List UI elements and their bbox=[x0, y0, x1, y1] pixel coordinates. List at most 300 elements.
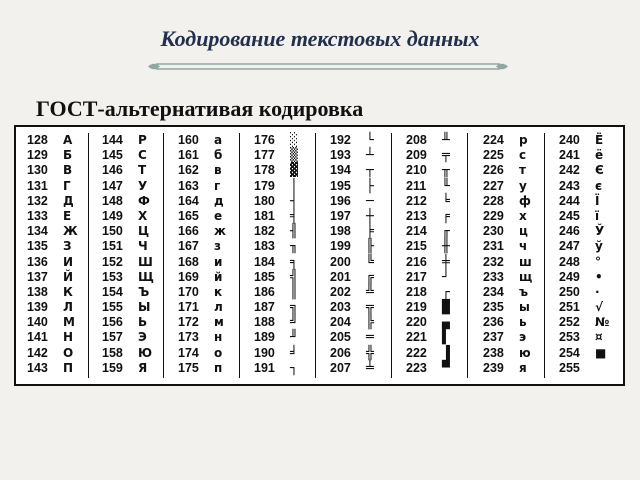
code-row bbox=[243, 209, 315, 224]
code-character: ╦ bbox=[366, 300, 374, 316]
code-row bbox=[243, 239, 315, 254]
code-row bbox=[91, 255, 163, 270]
code-row bbox=[167, 179, 239, 194]
code-number: 228 bbox=[483, 193, 504, 208]
code-number: 160 bbox=[178, 133, 199, 147]
code-row bbox=[548, 361, 620, 376]
code-number: 157 bbox=[102, 330, 123, 345]
code-character: Х bbox=[138, 208, 148, 223]
code-character: ╟ bbox=[366, 239, 374, 255]
code-number: 235 bbox=[483, 300, 504, 315]
title-divider bbox=[146, 60, 510, 74]
code-row bbox=[167, 148, 239, 163]
code-number: 239 bbox=[483, 360, 504, 375]
code-number: 201 bbox=[330, 269, 351, 284]
code-number: 238 bbox=[483, 345, 504, 360]
code-number: 230 bbox=[483, 224, 504, 239]
code-row bbox=[395, 163, 467, 178]
code-row bbox=[243, 133, 315, 148]
code-character: • bbox=[595, 269, 603, 284]
code-number: 204 bbox=[330, 315, 351, 330]
code-row bbox=[472, 315, 544, 330]
code-row bbox=[91, 194, 163, 209]
code-character: ▀ bbox=[442, 360, 450, 376]
code-number: 147 bbox=[102, 178, 123, 193]
code-character: Т bbox=[138, 163, 147, 178]
code-character: К bbox=[63, 284, 73, 299]
code-row bbox=[472, 346, 544, 361]
code-number: 174 bbox=[178, 345, 199, 360]
code-number: 167 bbox=[178, 239, 199, 254]
code-row bbox=[472, 224, 544, 239]
code-character: Є bbox=[595, 163, 604, 178]
code-character: А bbox=[63, 133, 73, 147]
code-row bbox=[167, 346, 239, 361]
code-row bbox=[548, 148, 620, 163]
code-number: 218 bbox=[406, 284, 427, 299]
code-number: 134 bbox=[27, 224, 48, 239]
code-number: 131 bbox=[27, 178, 48, 193]
code-character: ─ bbox=[366, 193, 374, 209]
code-character: Ї bbox=[595, 193, 600, 208]
code-row bbox=[91, 330, 163, 345]
code-row bbox=[91, 300, 163, 315]
code-character: ╛ bbox=[290, 345, 298, 361]
code-row bbox=[16, 300, 88, 315]
code-character: ╫ bbox=[442, 239, 450, 255]
code-row bbox=[472, 133, 544, 148]
code-row bbox=[91, 346, 163, 361]
code-number: 220 bbox=[406, 315, 427, 330]
code-number: 219 bbox=[406, 300, 427, 315]
code-number: 184 bbox=[254, 254, 275, 269]
code-row bbox=[16, 285, 88, 300]
code-character: ╙ bbox=[442, 178, 450, 194]
code-row bbox=[395, 346, 467, 361]
code-character: Л bbox=[63, 300, 73, 315]
code-number: 153 bbox=[102, 269, 123, 284]
code-row bbox=[91, 239, 163, 254]
code-character: ъ bbox=[519, 284, 529, 299]
code-character: е bbox=[214, 208, 223, 223]
code-number: 177 bbox=[254, 148, 275, 163]
code-number: 152 bbox=[102, 254, 123, 269]
code-character: Н bbox=[63, 330, 74, 345]
code-number: 151 bbox=[102, 239, 123, 254]
code-number: 187 bbox=[254, 300, 275, 315]
code-number: 144 bbox=[102, 133, 123, 147]
code-row bbox=[319, 133, 391, 148]
code-row bbox=[395, 209, 467, 224]
code-number: 191 bbox=[254, 360, 275, 375]
code-number: 212 bbox=[406, 193, 427, 208]
code-row bbox=[395, 255, 467, 270]
code-row bbox=[472, 239, 544, 254]
code-character: В bbox=[63, 163, 73, 178]
code-row bbox=[319, 330, 391, 345]
code-character: э bbox=[519, 330, 527, 345]
code-row bbox=[16, 255, 88, 270]
code-number: 154 bbox=[102, 284, 123, 299]
code-row bbox=[167, 255, 239, 270]
code-row bbox=[548, 346, 620, 361]
code-row bbox=[395, 361, 467, 376]
code-row bbox=[319, 361, 391, 376]
code-number: 195 bbox=[330, 178, 351, 193]
code-character: ╬ bbox=[366, 345, 374, 361]
code-character: Ш bbox=[138, 254, 153, 269]
code-character: р bbox=[519, 133, 528, 147]
code-number: 132 bbox=[27, 193, 48, 208]
code-row bbox=[243, 361, 315, 376]
code-row bbox=[243, 148, 315, 163]
code-character: Ю bbox=[138, 345, 153, 360]
code-character: ╝ bbox=[290, 315, 298, 331]
code-character: ╗ bbox=[290, 300, 298, 316]
code-number: 146 bbox=[102, 163, 123, 178]
code-number: 163 bbox=[178, 178, 199, 193]
code-character: й bbox=[214, 269, 223, 284]
code-character: █ bbox=[442, 300, 450, 316]
code-character: ь bbox=[519, 315, 527, 330]
code-character: є bbox=[595, 178, 603, 193]
code-number: 225 bbox=[483, 148, 504, 163]
code-row bbox=[167, 209, 239, 224]
code-character: Ъ bbox=[138, 284, 150, 299]
code-number: 140 bbox=[27, 315, 48, 330]
code-number: 241 bbox=[559, 148, 580, 163]
code-character: ╕ bbox=[290, 254, 298, 270]
code-row bbox=[91, 133, 163, 148]
code-number: 196 bbox=[330, 193, 351, 208]
code-character: ф bbox=[519, 193, 531, 208]
code-character: п bbox=[214, 360, 223, 375]
code-row bbox=[548, 239, 620, 254]
code-number: 207 bbox=[330, 360, 351, 375]
code-row bbox=[16, 179, 88, 194]
code-number: 215 bbox=[406, 239, 427, 254]
code-number: 170 bbox=[178, 284, 199, 299]
code-row bbox=[472, 330, 544, 345]
code-number: 226 bbox=[483, 163, 504, 178]
code-row bbox=[243, 270, 315, 285]
code-number: 142 bbox=[27, 345, 48, 360]
code-row bbox=[16, 224, 88, 239]
code-character: │ bbox=[290, 178, 298, 194]
code-number: 159 bbox=[102, 360, 123, 375]
code-number: 164 bbox=[178, 193, 199, 208]
code-character: о bbox=[214, 345, 223, 360]
code-row bbox=[319, 270, 391, 285]
code-number: 175 bbox=[178, 360, 199, 375]
code-character: Д bbox=[63, 193, 74, 208]
code-character: √ bbox=[595, 300, 604, 315]
code-row bbox=[548, 315, 620, 330]
code-character: ╣ bbox=[290, 269, 298, 285]
code-number: 234 bbox=[483, 284, 504, 299]
code-number: 180 bbox=[254, 193, 275, 208]
code-character: ц bbox=[519, 224, 528, 239]
code-character: ї bbox=[595, 208, 600, 223]
code-character: У bbox=[138, 178, 148, 193]
code-number: 161 bbox=[178, 148, 199, 163]
code-row bbox=[472, 361, 544, 376]
code-row bbox=[243, 300, 315, 315]
code-row bbox=[395, 330, 467, 345]
code-number: 227 bbox=[483, 178, 504, 193]
code-row bbox=[395, 270, 467, 285]
code-character: ё bbox=[595, 148, 604, 163]
code-row bbox=[548, 330, 620, 345]
code-row bbox=[91, 179, 163, 194]
code-row bbox=[395, 194, 467, 209]
code-character: З bbox=[63, 239, 72, 254]
code-character: Е bbox=[63, 208, 72, 223]
code-character: ╩ bbox=[366, 284, 374, 300]
code-character: ┌ bbox=[442, 284, 450, 300]
code-row bbox=[91, 148, 163, 163]
code-number: 244 bbox=[559, 193, 580, 208]
code-number: 216 bbox=[406, 254, 427, 269]
code-character: ╡ bbox=[290, 208, 298, 224]
code-character: у bbox=[519, 178, 527, 193]
code-character: в bbox=[214, 163, 222, 178]
code-character: И bbox=[63, 254, 74, 269]
code-column bbox=[319, 133, 392, 378]
code-row bbox=[319, 315, 391, 330]
code-number: 248 bbox=[559, 254, 580, 269]
code-number: 136 bbox=[27, 254, 48, 269]
code-character: ╠ bbox=[366, 315, 374, 331]
code-row bbox=[472, 255, 544, 270]
code-row bbox=[167, 330, 239, 345]
code-number: 155 bbox=[102, 300, 123, 315]
code-number: 210 bbox=[406, 163, 427, 178]
code-row bbox=[91, 224, 163, 239]
code-row bbox=[91, 315, 163, 330]
code-character: ж bbox=[214, 224, 226, 239]
code-number: 236 bbox=[483, 315, 504, 330]
code-character: ┴ bbox=[366, 148, 374, 164]
code-character: ▄ bbox=[442, 315, 450, 331]
code-character: ╔ bbox=[366, 269, 374, 285]
code-character: т bbox=[519, 163, 526, 178]
code-row bbox=[243, 330, 315, 345]
code-number: 199 bbox=[330, 239, 351, 254]
code-character: ю bbox=[519, 345, 531, 360]
code-row bbox=[548, 270, 620, 285]
code-character: Ь bbox=[138, 315, 148, 330]
code-row bbox=[472, 209, 544, 224]
code-character: ╪ bbox=[442, 254, 450, 270]
code-row bbox=[16, 330, 88, 345]
code-number: 137 bbox=[27, 269, 48, 284]
code-column bbox=[548, 133, 620, 378]
code-row bbox=[91, 361, 163, 376]
code-character: к bbox=[214, 284, 223, 299]
code-number: 186 bbox=[254, 284, 275, 299]
code-row bbox=[548, 179, 620, 194]
code-number: 178 bbox=[254, 163, 275, 178]
code-row bbox=[243, 194, 315, 209]
code-character: ▌ bbox=[442, 330, 450, 346]
code-column bbox=[243, 133, 316, 378]
code-character: д bbox=[214, 193, 224, 208]
code-row bbox=[16, 239, 88, 254]
code-character: ■ bbox=[595, 345, 607, 360]
code-character: ╞ bbox=[366, 224, 374, 240]
code-character: ╧ bbox=[366, 360, 374, 376]
code-character: Г bbox=[63, 178, 71, 193]
code-row bbox=[167, 300, 239, 315]
code-character: Ж bbox=[63, 224, 78, 239]
code-number: 232 bbox=[483, 254, 504, 269]
code-number: 194 bbox=[330, 163, 351, 178]
code-row bbox=[243, 163, 315, 178]
code-character: ░ bbox=[290, 133, 298, 148]
code-character: ▓ bbox=[290, 163, 298, 179]
code-character: ╒ bbox=[442, 208, 450, 224]
code-character: щ bbox=[519, 269, 533, 284]
code-column bbox=[167, 133, 240, 378]
code-row bbox=[167, 224, 239, 239]
code-number: 198 bbox=[330, 224, 351, 239]
code-number: 203 bbox=[330, 300, 351, 315]
code-row bbox=[16, 163, 88, 178]
code-number: 205 bbox=[330, 330, 351, 345]
code-row bbox=[167, 163, 239, 178]
code-row bbox=[91, 285, 163, 300]
code-row bbox=[91, 163, 163, 178]
code-number: 249 bbox=[559, 269, 580, 284]
code-character: г bbox=[214, 178, 221, 193]
code-row bbox=[319, 239, 391, 254]
code-row bbox=[319, 285, 391, 300]
code-row bbox=[16, 361, 88, 376]
code-character: ┼ bbox=[366, 208, 374, 224]
code-character: и bbox=[214, 254, 223, 269]
code-row bbox=[472, 179, 544, 194]
code-number: 214 bbox=[406, 224, 427, 239]
code-row bbox=[472, 270, 544, 285]
code-row bbox=[319, 148, 391, 163]
code-character: Ў bbox=[595, 224, 605, 239]
code-number: 145 bbox=[102, 148, 123, 163]
code-character: С bbox=[138, 148, 147, 163]
code-character: Ё bbox=[595, 133, 604, 147]
code-character: Я bbox=[138, 360, 148, 375]
code-number: 252 bbox=[559, 315, 580, 330]
code-number: 192 bbox=[330, 133, 351, 147]
code-row bbox=[167, 194, 239, 209]
code-number: 211 bbox=[406, 178, 427, 193]
code-number: 156 bbox=[102, 315, 123, 330]
code-number: 245 bbox=[559, 208, 580, 223]
code-number: 221 bbox=[406, 330, 427, 345]
code-row bbox=[16, 194, 88, 209]
code-character: ╢ bbox=[290, 224, 298, 240]
code-character: ╘ bbox=[442, 193, 450, 209]
code-number: 182 bbox=[254, 224, 275, 239]
code-number: 133 bbox=[27, 208, 48, 223]
code-row bbox=[472, 163, 544, 178]
code-row bbox=[16, 315, 88, 330]
code-number: 183 bbox=[254, 239, 275, 254]
code-table bbox=[14, 125, 625, 386]
code-column bbox=[395, 133, 468, 378]
code-number: 171 bbox=[178, 300, 199, 315]
code-character: Ц bbox=[138, 224, 150, 239]
code-row bbox=[91, 270, 163, 285]
code-number: 188 bbox=[254, 315, 275, 330]
code-row bbox=[548, 209, 620, 224]
code-character: б bbox=[214, 148, 223, 163]
code-row bbox=[243, 179, 315, 194]
code-row bbox=[319, 163, 391, 178]
code-row bbox=[395, 133, 467, 148]
code-row bbox=[16, 346, 88, 361]
code-character: ╓ bbox=[442, 224, 450, 240]
code-number: 217 bbox=[406, 269, 427, 284]
code-character: ╜ bbox=[290, 330, 298, 346]
code-character: М bbox=[63, 315, 75, 330]
code-row bbox=[395, 315, 467, 330]
code-number: 176 bbox=[254, 133, 275, 147]
code-character: ° bbox=[595, 254, 601, 269]
code-row bbox=[319, 300, 391, 315]
code-row bbox=[319, 179, 391, 194]
code-character: Э bbox=[138, 330, 147, 345]
code-row bbox=[548, 133, 620, 148]
code-row bbox=[167, 315, 239, 330]
code-character: ш bbox=[519, 254, 532, 269]
code-row bbox=[548, 194, 620, 209]
code-number: 189 bbox=[254, 330, 275, 345]
code-character: ┐ bbox=[290, 360, 298, 376]
code-character: а bbox=[214, 133, 223, 147]
code-number: 168 bbox=[178, 254, 199, 269]
code-character: Б bbox=[63, 148, 73, 163]
code-row bbox=[167, 133, 239, 148]
code-character: └ bbox=[366, 133, 374, 148]
code-number: 254 bbox=[559, 345, 580, 360]
code-character: ╖ bbox=[290, 239, 298, 255]
code-number: 165 bbox=[178, 208, 199, 223]
code-character: с bbox=[519, 148, 527, 163]
code-number: 208 bbox=[406, 133, 427, 147]
code-row bbox=[395, 300, 467, 315]
code-row bbox=[548, 224, 620, 239]
code-row bbox=[548, 255, 620, 270]
code-character: ▐ bbox=[442, 345, 450, 361]
code-row bbox=[395, 285, 467, 300]
code-number: 242 bbox=[559, 163, 580, 178]
code-number: 251 bbox=[559, 300, 580, 315]
code-number: 128 bbox=[27, 133, 48, 147]
code-row bbox=[395, 239, 467, 254]
code-row bbox=[472, 194, 544, 209]
code-character: ┤ bbox=[290, 193, 298, 209]
code-number: 169 bbox=[178, 269, 199, 284]
code-number: 197 bbox=[330, 208, 351, 223]
code-number: 209 bbox=[406, 148, 427, 163]
code-number: 255 bbox=[559, 360, 580, 375]
code-row bbox=[167, 270, 239, 285]
code-row bbox=[91, 209, 163, 224]
code-character: Й bbox=[63, 269, 74, 284]
code-number: 129 bbox=[27, 148, 48, 163]
code-number: 179 bbox=[254, 178, 275, 193]
